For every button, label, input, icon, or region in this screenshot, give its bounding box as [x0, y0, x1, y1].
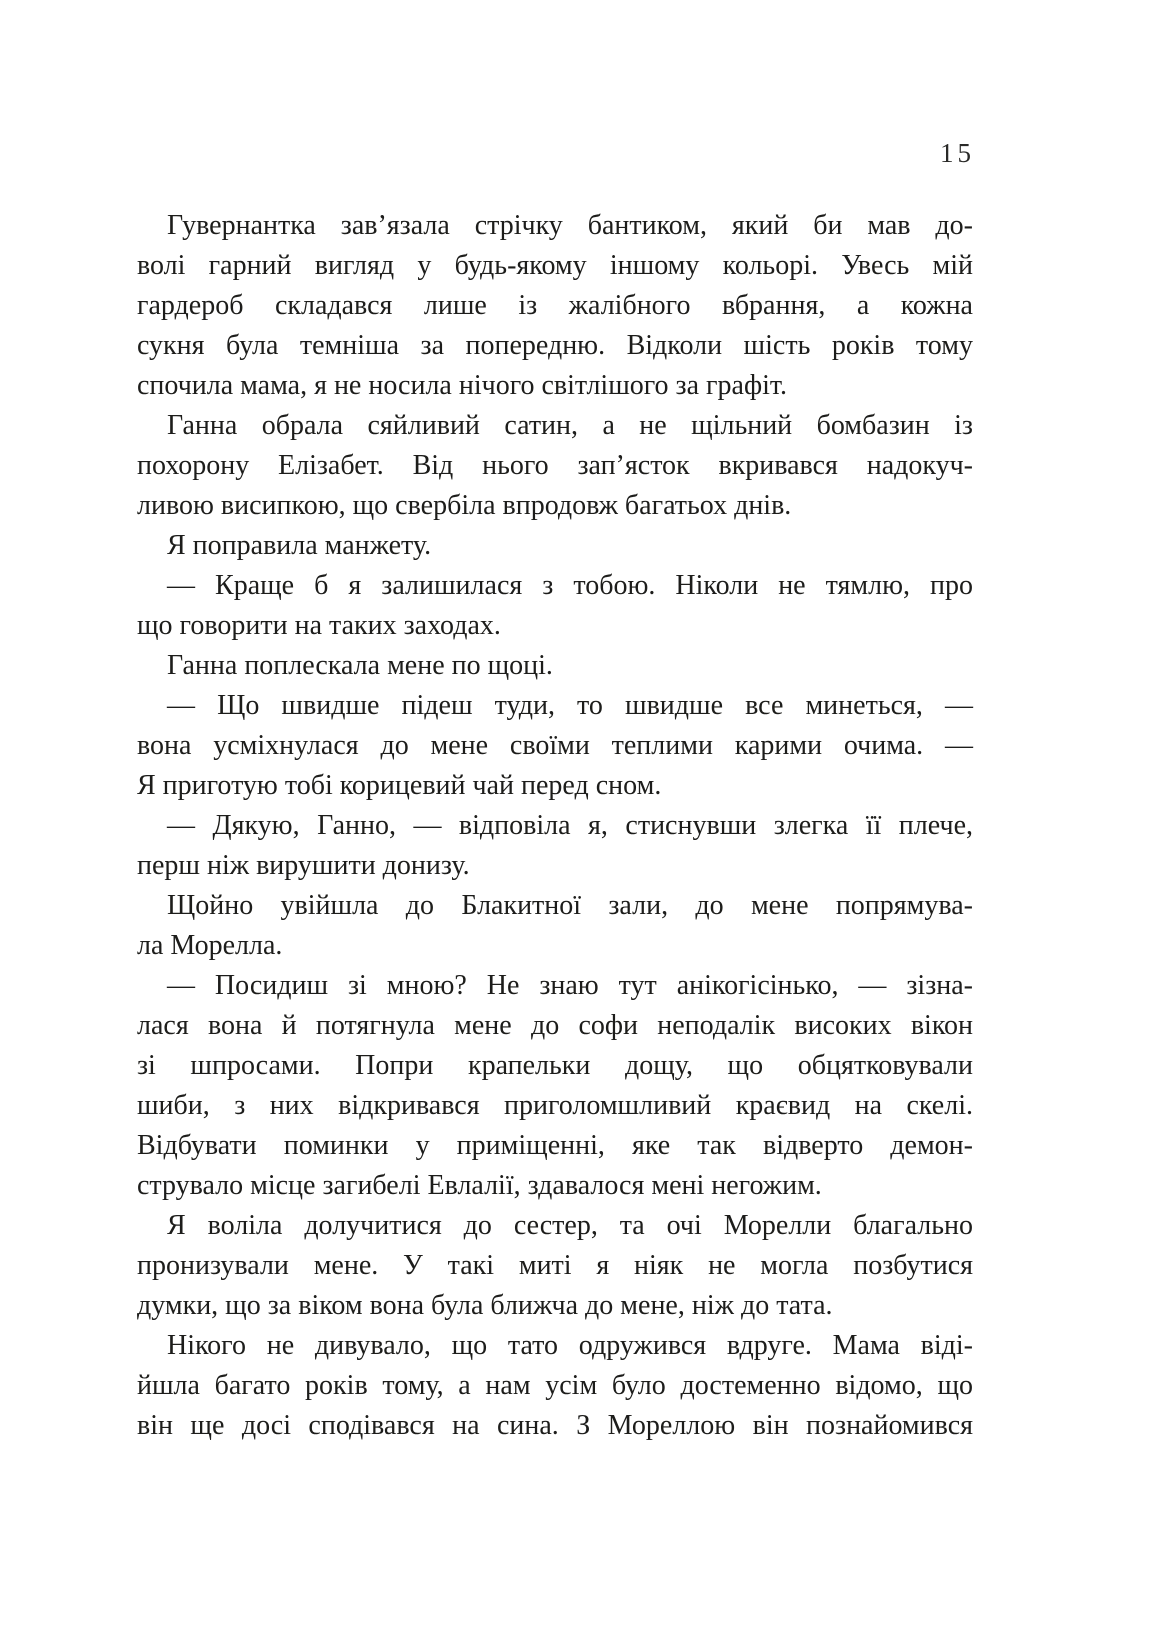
paragraph — [137, 1326, 973, 1446]
text-line: Я воліла долучитися до сестер, та очі Морелли благально — [167, 1210, 973, 1241]
text-line: спочила мама, я не носила нічого світлішого за графіт. — [137, 370, 788, 401]
paragraph — [137, 886, 973, 966]
text-line: Я поправила манжету. — [167, 530, 432, 561]
text-line: волі гарний вигляд у будь-якому іншому кольорі. Увесь мій — [137, 250, 973, 281]
paragraph — [137, 206, 973, 406]
text-line: Щойно увійшла до Блакитної зали, до мене попрямува- — [167, 890, 973, 921]
paragraph — [137, 1206, 973, 1326]
text-line: ливою висипкою, що свербіла впродовж багатьох днів. — [137, 490, 792, 521]
text-line: Ганна поплескала мене по щоці. — [167, 650, 553, 681]
text-line: — Посидиш зі мною? Не знаю тут анікогісінько, — зізна- — [167, 970, 973, 1001]
text-line: гардероб складався лише із жалібного вбрання, а кожна — [137, 290, 973, 321]
paragraph — [137, 406, 973, 526]
text-line: пронизували мене. У такі миті я ніяк не могла позбутися — [137, 1250, 973, 1281]
text-line: Ганна обрала сяйливий сатин, а не щільний бомбазин із — [167, 410, 973, 441]
text-line: думки, що за віком вона була ближча до мене, ніж до тата. — [137, 1290, 833, 1321]
page-number: 15 — [940, 138, 975, 168]
text-line: вона усміхнулася до мене своїми теплими карими очима. — — [137, 730, 973, 761]
text-line: похорону Елізабет. Від нього зап’ясток вкривався надокуч- — [137, 450, 973, 481]
text-line: зі шпросами. Попри крапельки дощу, що обцятковували — [137, 1050, 973, 1081]
text-line: Гувернантка зав’язала стрічку бантиком, який би мав до- — [167, 210, 973, 241]
paragraph — [137, 566, 973, 646]
text-line: Нікого не дивувало, що тато одружився вдруге. Мама віді- — [167, 1330, 973, 1361]
text-line: ла Морелла. — [137, 930, 283, 961]
text-line: сукня була темніша за попередню. Відколи шість років тому — [137, 330, 973, 361]
text-line: лася вона й потягнула мене до софи неподалік високих вікон — [137, 1010, 973, 1041]
text-line: перш ніж вирушити донизу. — [137, 850, 470, 881]
text-line: Я приготую тобі корицевий чай перед сном. — [137, 770, 662, 801]
text-line: струвало місце загибелі Евлалії, здавалося мені негожим. — [137, 1170, 822, 1201]
text-line: Відбувати поминки у приміщенні, яке так відверто демон- — [137, 1130, 973, 1161]
text-line: він ще досі сподівався на сина. З Мореллою він познайомився — [137, 1410, 973, 1441]
paragraph — [137, 526, 973, 566]
paragraph — [137, 686, 973, 806]
text-line: — Що швидше підеш туди, то швидше все минеться, — — [167, 690, 973, 721]
text-line: — Дякую, Ганно, — відповіла я, стиснувши злегка її плече, — [167, 810, 973, 841]
body-text — [137, 206, 973, 1446]
text-line: йшла багато років тому, а нам усім було достеменно відомо, що — [137, 1370, 973, 1401]
paragraph — [137, 806, 973, 886]
paragraph — [137, 646, 973, 686]
text-line: що говорити на таких заходах. — [137, 610, 501, 641]
paragraph — [137, 966, 973, 1206]
text-line: — Краще б я залишилася з тобою. Ніколи не тямлю, про — [167, 570, 973, 601]
text-line: шиби, з них відкривався приголомшливий краєвид на скелі. — [137, 1090, 973, 1121]
